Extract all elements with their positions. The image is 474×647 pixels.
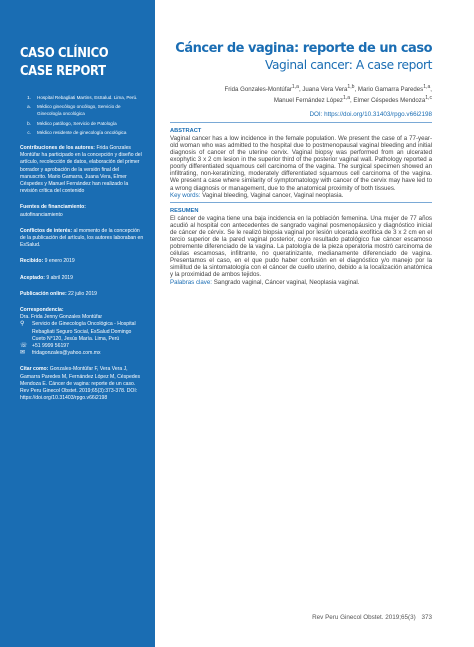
resumen-text: El cáncer de vagina tiene una baja incidencia en la población femenina. Una mujer de 77 años acudió al hospital con antecedentes de sangrado vaginal posmenopáusico y diagnóstico inicial de cáncer de cérvix. Se le realizó biopsia vaginal por lesión ulcerada exofítica de 3 x 2 cm en el tercio superior de la pared vaginal posterior, cuyo resultado patológico fue cáncer escamoso pobremente diferenciado de la vagina. La patología de la pieza operatoria mostró carcinoma de células escamosas, infiltrante, no queratinizante, medianamente diferenciado de vagina. Presentamos el caso, en el que pudo haber confusión en el diagnóstico y/o manejo por la similitud de la sintomatología con el cáncer de cuello uterino, debido a la localización anatómica y la proximidad de ambos tejidos. xyxy=(170,214,432,279)
affiliation-item: c. Médico residente de ginecología oncológica xyxy=(27,129,127,135)
received-date: Recibido: 9 enero 2019 xyxy=(20,258,75,265)
sidebar xyxy=(0,0,155,647)
doi-link[interactable]: DOI: https://doi.org/10.31403/rpgo.v66i2198 xyxy=(309,110,432,118)
palabras-clave: Palabras clave: Sangrado vaginal, Cáncer vaginal, Neoplasia vaginal. xyxy=(170,278,360,286)
phone-icon: ☏ xyxy=(20,343,28,350)
divider xyxy=(170,122,432,123)
affiliations xyxy=(20,94,145,136)
affiliation-item: a. Médico ginecólogo oncólogo, Servicio de Ginecología oncológica xyxy=(27,104,121,117)
funding-sources: Fuentes de financiamiento: autofinanciamiento xyxy=(20,204,86,218)
section-label-en: CASE REPORT xyxy=(20,63,106,79)
location-pin-icon: ⚲ xyxy=(20,321,25,328)
correspondence-address: ⚲ Servicio de Ginecología Oncológica - Hospital Rebagliati Seguro Social, EsSalud Domingo Cueto N°120, Jesús María. Lima, Perú xyxy=(20,321,136,342)
conflicts-of-interest: Conflictos de interés: al momento de la concepción de la publicación del artículo, los autores laboraban en EsSalud. xyxy=(20,227,144,249)
title-english: Vaginal cancer: A case report xyxy=(264,58,432,72)
page-footer xyxy=(312,614,432,621)
abstract-text: Vaginal cancer has a low incidence in the female population. We present the case of a 77-year-old woman who was admitted to the hospital due to postmenopausal vaginal bleeding and initial diagnosis of cancer of the uterine cervix. Vaginal biopsy was performed from an ulcerated exophytic 3 x 2 cm lesion in the superior third of the posterior vaginal wall. Pathology reported a poorly differentiated squamous cell carcinoma of the vagina. The surgical specimen showed an infiltrating, non-keratinizing, moderately differentiated squamous cell carcinoma of the vagina. We present a case where similarity of symptomatology with cancer of the cervix may have led to a wrong diagnosis or management, due to the anatomical proximity of both tissues. xyxy=(170,134,432,192)
author-contributions: Contribuciones de los autores: Frida Gonzales Montúfar ha participado en la concepción y diseño del artículo, recolección de datos, elaboración del primer borrador y aprobación de la versión final del manuscrito. Mario Gamarra, Juana Vera, Elmer Céspedes y Manuel Fernández han realizado la revisión crítica del contenido xyxy=(20,145,142,195)
journal-citation: Rev Peru Ginecol Obstet. 2019;65(3) xyxy=(312,614,416,621)
article-main xyxy=(170,40,432,286)
keywords: Key words: Vaginal bleeding, Vaginal cancer, Vaginal neoplasia. xyxy=(170,191,344,199)
title-spanish: Cáncer de vagina: reporte de un caso xyxy=(175,41,432,56)
abstract-heading: ABSTRACT xyxy=(170,127,202,134)
correspondence-phone: ☏ +51 9999 56197 xyxy=(20,343,69,350)
citation: Citar como: Gonzales-Montúfar F, Vera Vera J, Gamarra Paredes M, Fernández López M, Céspedes Mendoza E. Cáncer de vagina: reporte de un caso. Rev Peru Ginecol Obstet. 2019;65(3):373-378. DOI: https://doi.org/10.31403/rpgo.v66i2198 xyxy=(20,366,141,402)
email-icon: ✉ xyxy=(20,350,26,357)
author-list: Frida Gonzales-Montúfar$^{1,a}$, Juana Vera Vera$^{1,b}$, Mario Gamarra Paredes$^{1,a}$, Manuel Fernández López$^{1,a}$, Elmer Céspedes Mendoza$^{1,c}$ xyxy=(224,84,432,105)
affiliation-item: b. Médico patólogo, Servicio de Patología xyxy=(27,120,117,126)
correspondence-name: Dra. Frida Jenny Gonzales Montúfar xyxy=(20,314,103,321)
section-label xyxy=(20,44,149,80)
correspondence: Correspondencia: Dra. Frida Jenny Gonzales Montúfar ⚲ Servicio de Ginecología Oncológica - Hospital Rebagliati Seguro Social, EsSalud Domingo Cueto N°120, Jesús María. Lima, Perú ☏ +51 9999 56197 ✉ fridagonzales@yahoo.com.mx xyxy=(20,307,145,357)
accepted-date: Aceptado: 9 abril 2019 xyxy=(20,274,73,281)
published-date: Publicación online: 22 julio 2019 xyxy=(20,290,98,297)
correspondence-email[interactable]: ✉ fridagonzales@yahoo.com.mx xyxy=(20,350,101,357)
divider xyxy=(170,202,432,203)
section-label-es: CASO CLÍNICO xyxy=(20,45,109,61)
affiliation-item: 1. Hospital Rebagliati Martins, EsSalud. Lima, Perú. xyxy=(27,95,138,100)
resumen-heading: RESUMEN xyxy=(170,207,199,214)
page-number: 373 xyxy=(421,614,432,621)
